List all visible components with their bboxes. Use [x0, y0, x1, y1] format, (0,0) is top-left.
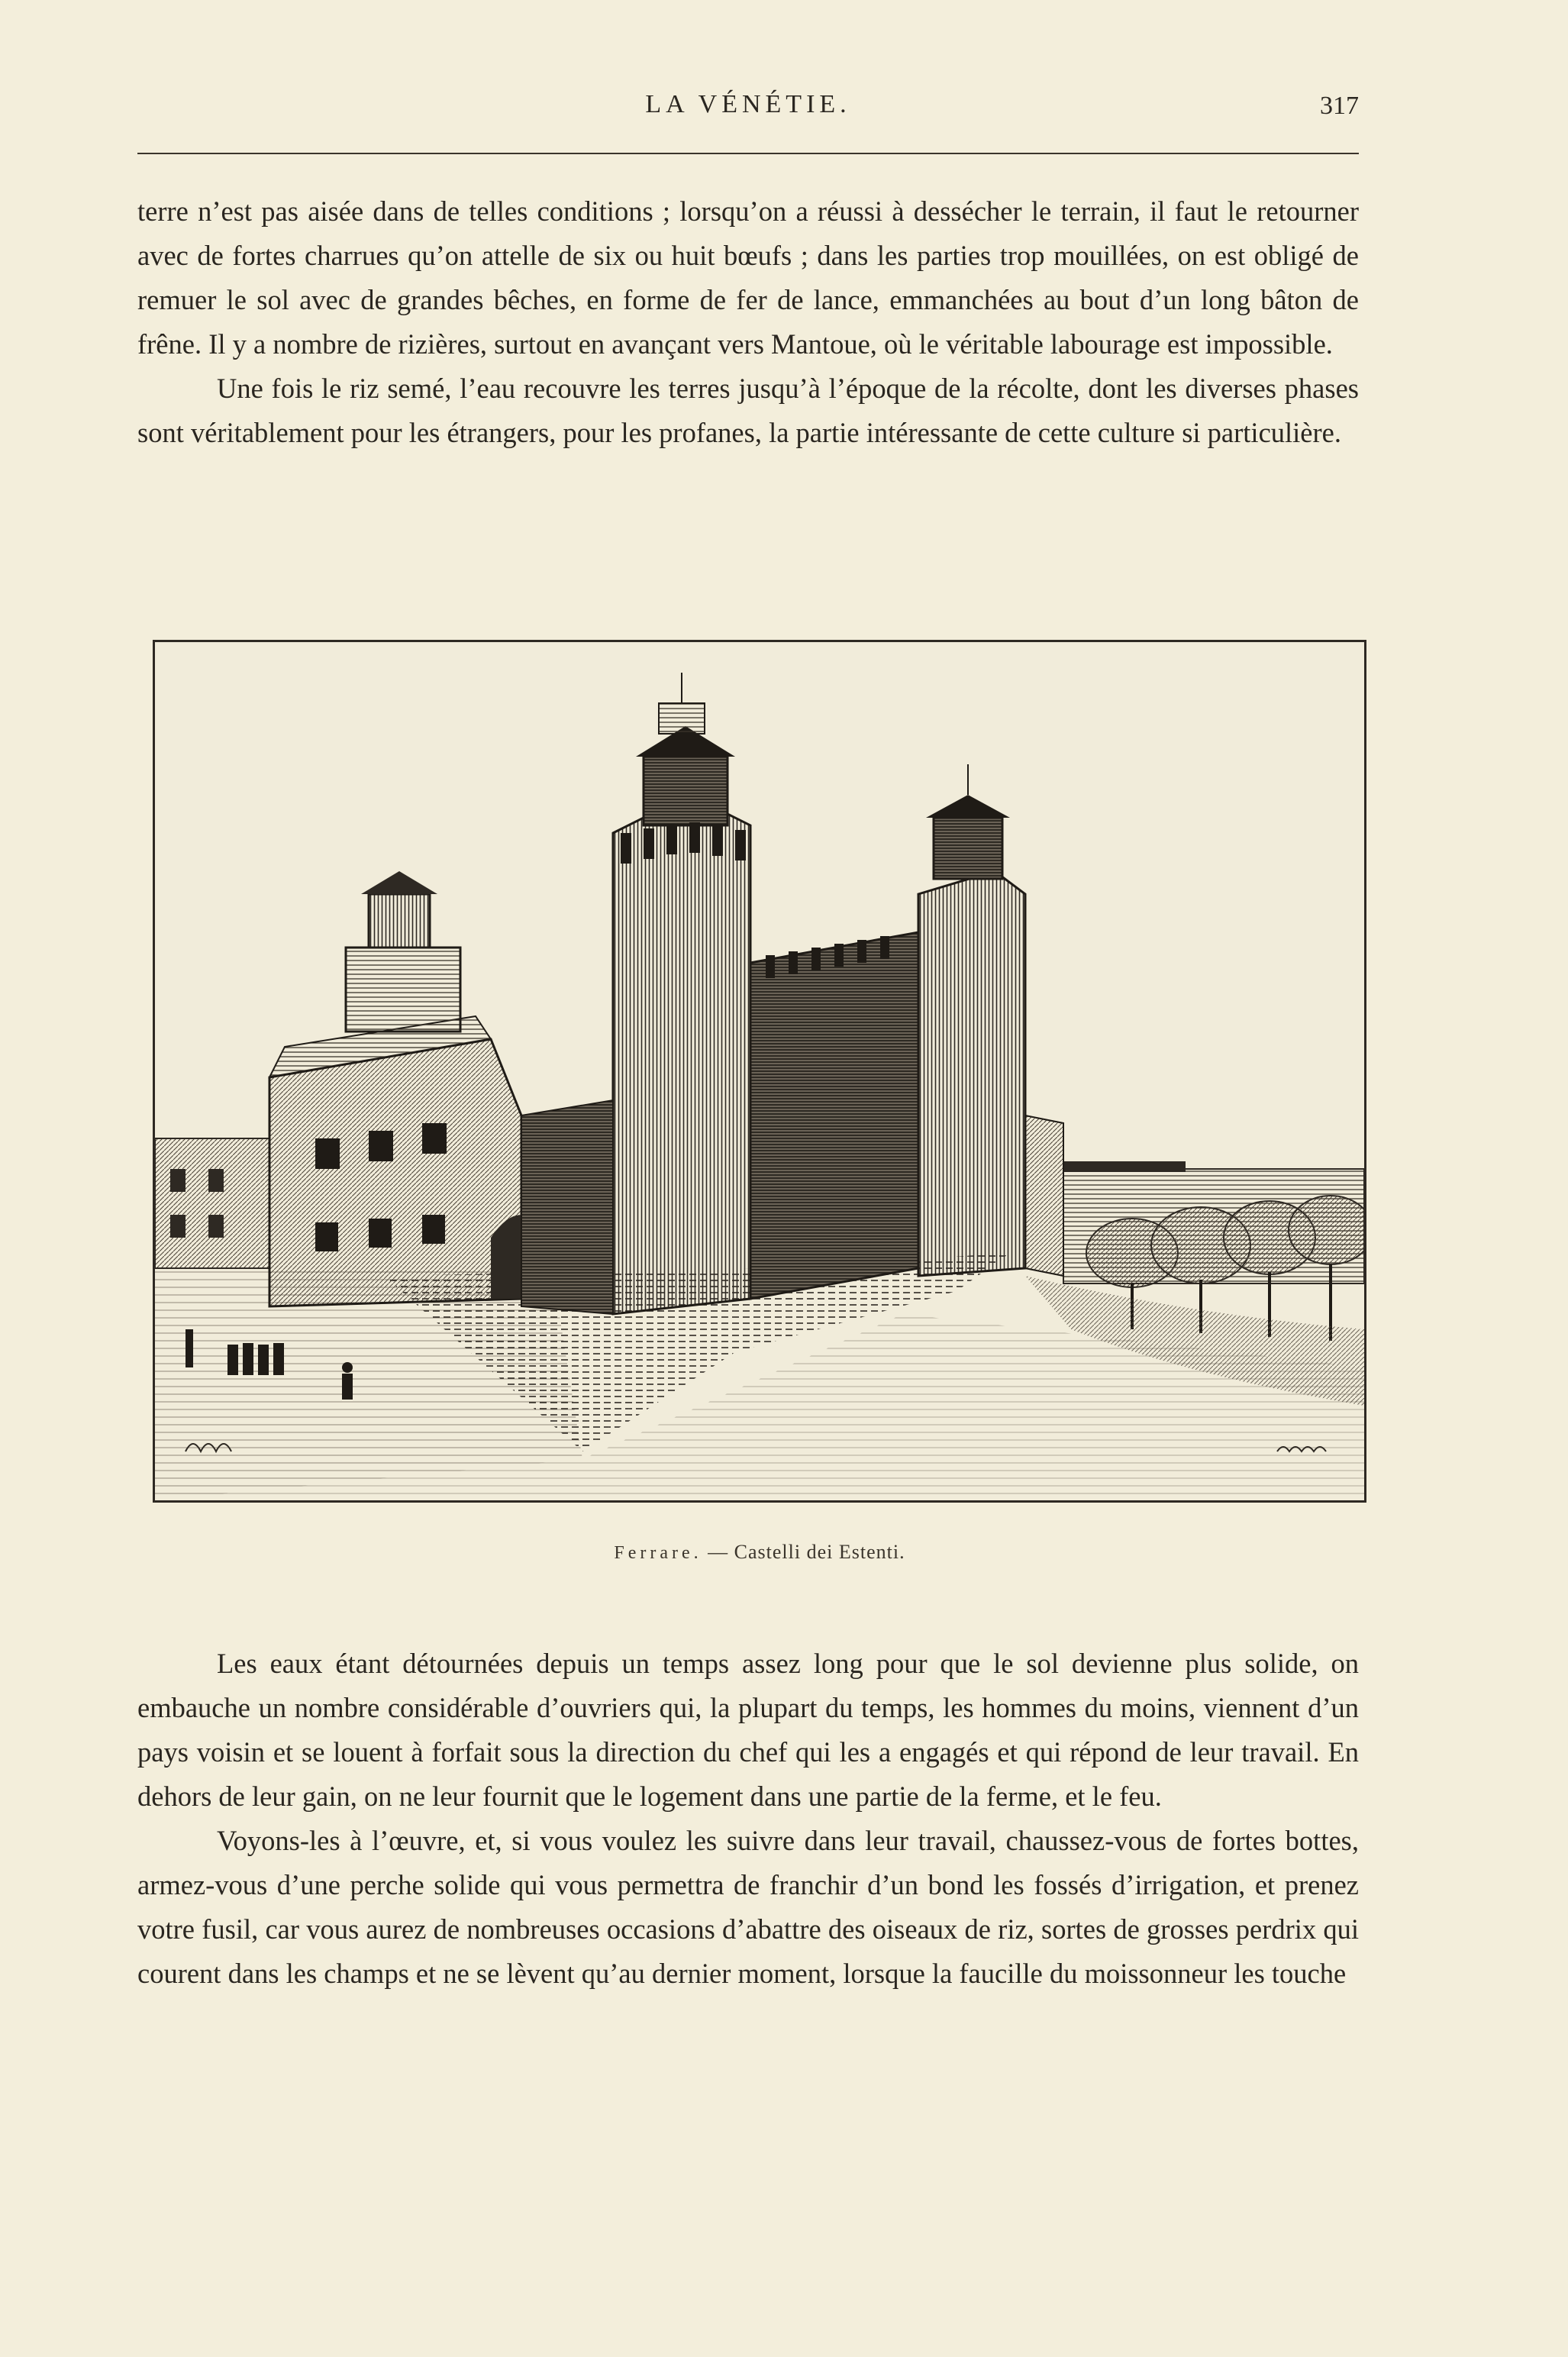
castle-engraving: [155, 642, 1364, 1500]
page-header: [137, 84, 1359, 130]
caption-dash: —: [702, 1541, 734, 1563]
running-title: LA VÉNÉTIE.: [645, 90, 851, 118]
caption-place: Ferrare.: [614, 1543, 702, 1563]
caption-title: Castelli dei Estenti.: [734, 1541, 905, 1563]
paragraph: Une fois le riz semé, l’eau recouvre les terres jusqu’à l’époque de la récolte, dont les diverses phases sont véritablement pour les étrangers, pour les profanes, la partie intéressante de cette culture si particulière.: [137, 373, 1359, 448]
text-block-bottom: [137, 1642, 1359, 1996]
page-number: 317: [1320, 92, 1359, 120]
paragraph: Voyons-les à l’œuvre, et, si vous voulez les suivre dans leur travail, chaussez-vous de fortes bottes, armez-vous d’une perche solide qui vous permettra de franchir d’un bond les fossés d’irrigation, et prenez votre fusil, car vous aurez de nombreuses occasions d’abattre des oiseaux de riz, sortes de grosses perdrix qui courent dans les champs et ne se lèvent qu’au dernier moment, lorsque la faucille du moissonneur les touche: [137, 1825, 1359, 1989]
figure-caption: [153, 1541, 1366, 1564]
engraving-figure: [153, 640, 1366, 1503]
paragraph: terre n’est pas aisée dans de telles conditions ; lorsqu’on a réussi à dessécher le terrain, il faut le retourner avec de fortes charrues qu’on attelle de six ou huit bœufs ; dans les parties trop mouillées, on est obligé de remuer le sol avec de grandes bêches, en forme de fer de lance, emmanchées au bout d’un long bâton de frêne. Il y a nombre de rizières, surtout en avançant vers Mantoue, où le véritable labourage est impossible.: [137, 195, 1359, 360]
paragraph: Les eaux étant détournées depuis un temps assez long pour que le sol devienne plus solide, on embauche un nombre considérable d’ouvriers qui, la plupart du temps, les hommes du moins, viennent d’un pays voisin et se louent à forfait sous la direction du chef qui les a engagés et qui répond de leur travail. En dehors de leur gain, on ne leur fournit que le logement dans une partie de la ferme, et le feu.: [137, 1648, 1359, 1812]
header-rule: [137, 153, 1359, 154]
text-block-top: [137, 189, 1359, 455]
